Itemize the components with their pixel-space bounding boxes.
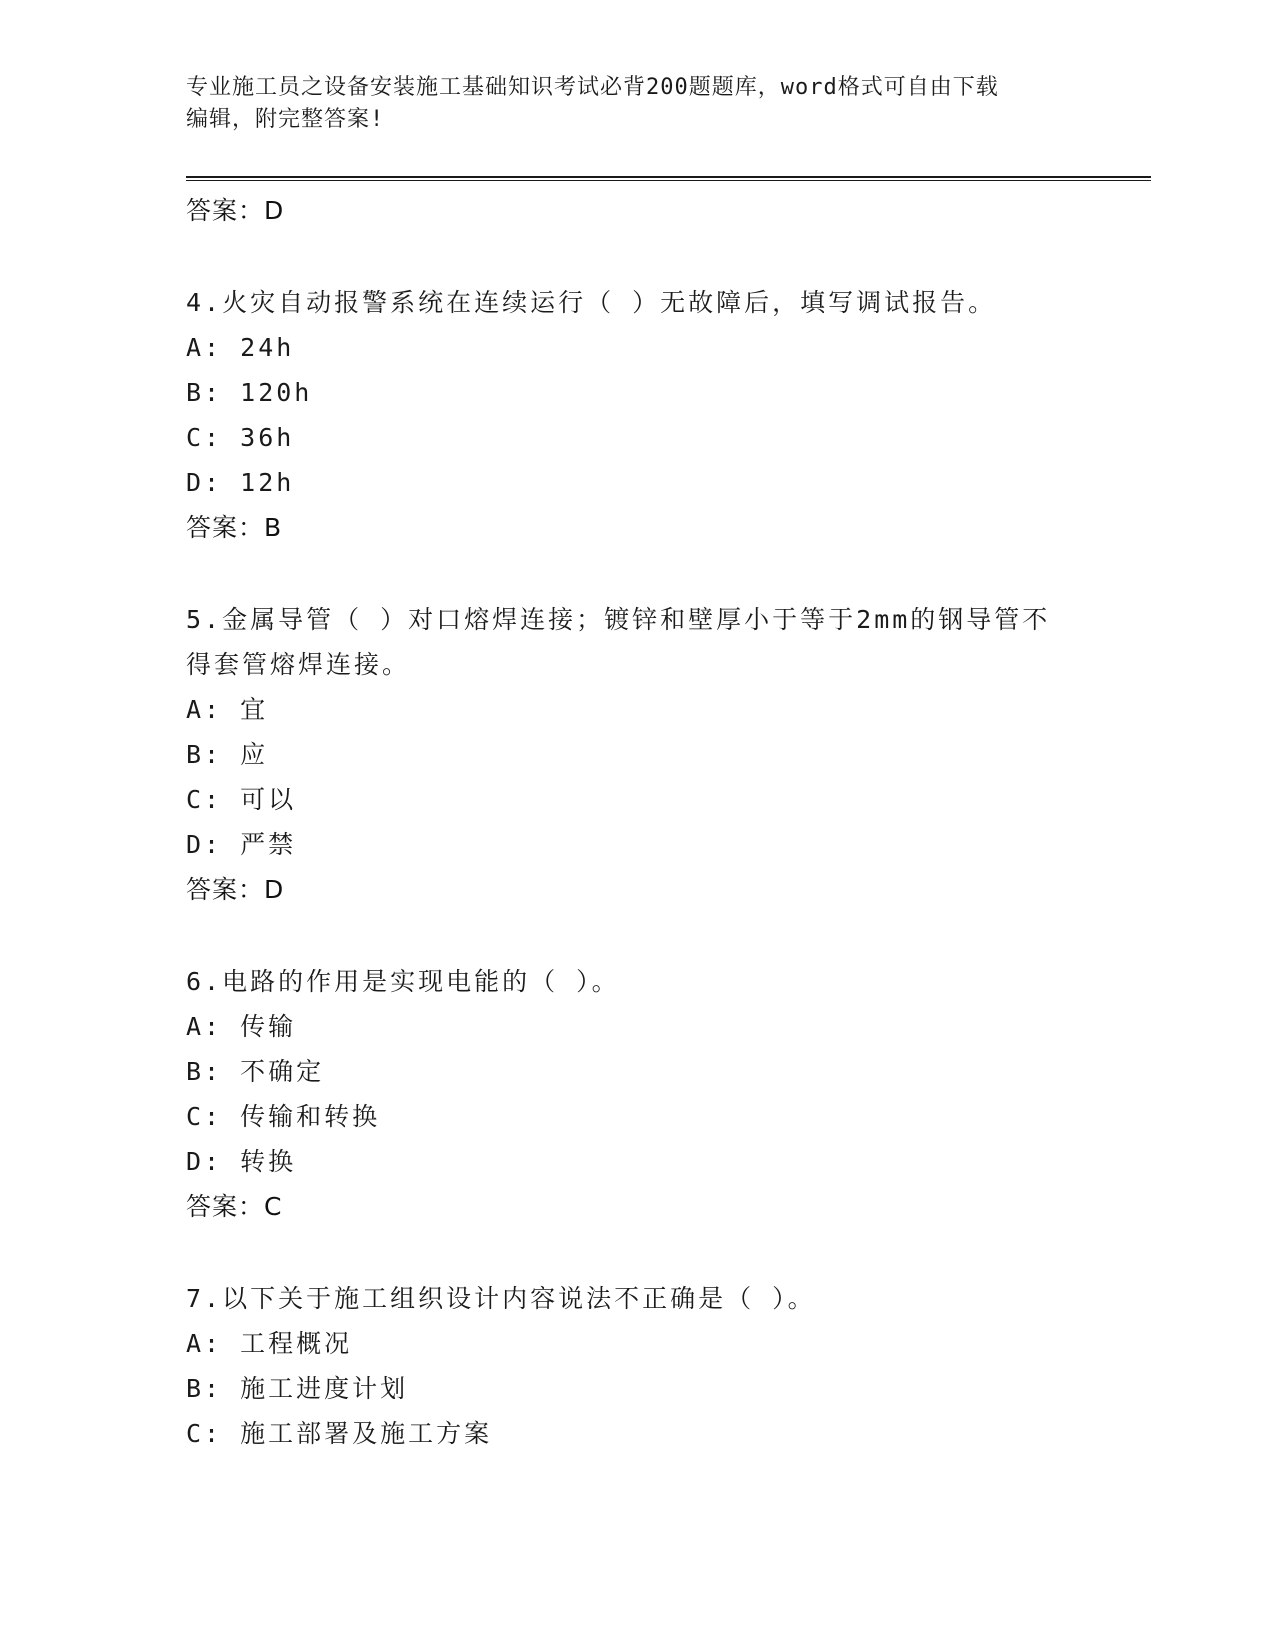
spacer [186,1229,1116,1276]
question-stem-continued: 得套管熔焊连接。 [186,650,411,679]
answer-line: 答案：B [186,513,283,542]
document-header [186,72,1086,136]
answer-line: 答案：D [186,196,285,225]
question-6 [186,959,1116,1229]
option-c: C: 36h [186,423,295,452]
option-a: A: 传输 [186,1012,297,1041]
option-b: B: 应 [186,740,269,769]
answer-line: 答案：D [186,875,285,904]
spacer [186,233,1116,280]
question-stem: 6.电路的作用是实现电能的（ ）。 [186,967,620,996]
answer-line: 答案：C [186,1192,283,1221]
question-7 [186,1276,1116,1456]
question-stem: 7.以下关于施工组织设计内容说法不正确是（ ）。 [186,1284,816,1313]
option-a: A: 宜 [186,695,269,724]
header-line-1: 专业施工员之设备安装施工基础知识考试必背200题题库，word格式可自由下载 [186,75,999,100]
spacer [186,550,1116,597]
question-stem: 4.火灾自动报警系统在连续运行（ ）无故障后，填写调试报告。 [186,288,997,317]
option-a: A: 24h [186,333,295,362]
option-a: A: 工程概况 [186,1329,353,1358]
option-b: B: 不确定 [186,1057,325,1086]
question-5 [186,597,1116,912]
option-b: B: 施工进度计划 [186,1374,409,1403]
header-divider [186,176,1151,181]
question-list [186,188,1116,1456]
option-b: B: 120h [186,378,313,407]
option-c: C: 可以 [186,785,297,814]
option-c: C: 施工部署及施工方案 [186,1419,493,1448]
option-d: D: 严禁 [186,830,297,859]
option-c: C: 传输和转换 [186,1102,381,1131]
header-line-2: 编辑，附完整答案! [186,107,385,132]
question-stem: 5.金属导管（ ）对口熔焊连接；镀锌和壁厚小于等于2mm的钢导管不 [186,605,1051,634]
spacer [186,912,1116,959]
option-d: D: 12h [186,468,295,497]
question-4 [186,280,1116,550]
option-d: D: 转换 [186,1147,297,1176]
